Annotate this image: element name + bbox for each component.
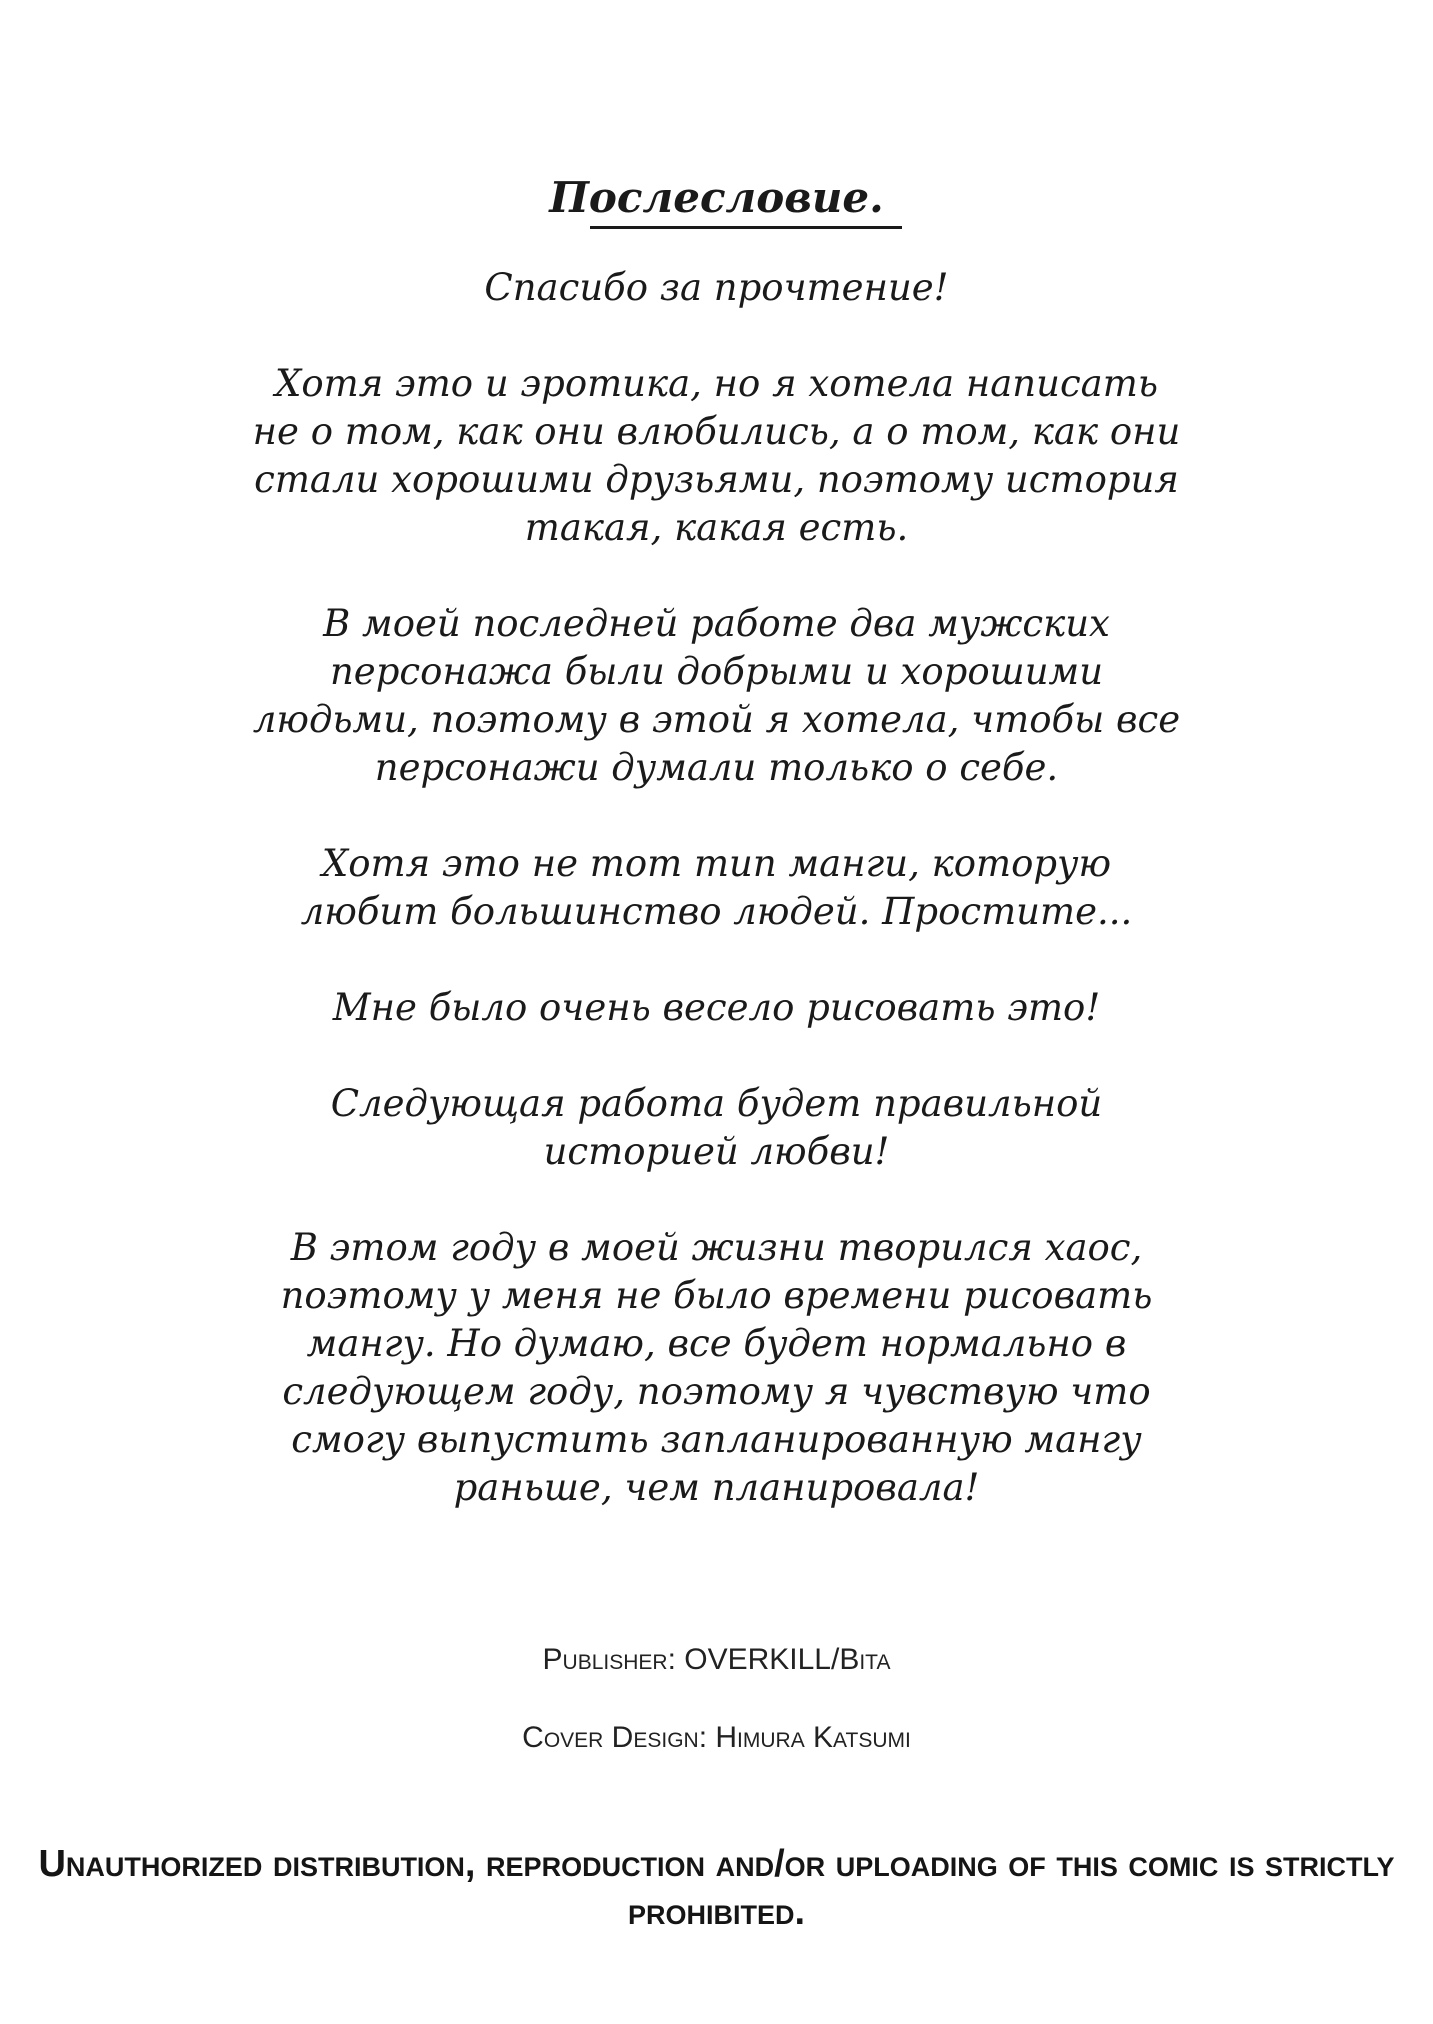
cover-design-credit: Cover Design: Himura Katsumi (522, 1721, 911, 1754)
paragraph: Мне было очень весело рисовать это! (332, 986, 1101, 1029)
paragraph: Хотя это и эротика, но я хотела написать не о том, как они влюбились, а о том, как они стали хорошими друзьями, поэтому история такая, какая есть. (252, 362, 1181, 549)
afterword-body (250, 264, 1183, 1560)
page-title: Послесловие. (549, 173, 884, 222)
paragraph: Хотя это не тот тип манги, которую любит большинство людей. Простите... (300, 842, 1133, 933)
paragraph: В этом году в моей жизни творился хаос, поэтому у меня не было времени рисовать мангу. Но думаю, все будет нормально в следующем году, поэтому я чувствую что смогу выпустить запланированную мангу раньше, чем планировала! (280, 1226, 1153, 1509)
title-underline (590, 226, 902, 229)
paragraph: В моей последней работе два мужских персонажа были добрыми и хорошими людьми, поэтому в этой я хотела, чтобы все персонажи думали только о себе. (252, 602, 1181, 789)
copyright-warning: Unauthorized distribution, reproduction and/or uploading of this comic is strictly prohibited. (38, 1843, 1395, 1933)
paragraph: Спасибо за прочтение! (484, 266, 949, 309)
paragraph: Следующая работа будет правильной историей любви! (330, 1082, 1103, 1173)
credits (0, 1640, 1433, 1796)
publisher-credit: Publisher: OVERKILL/Bita (542, 1643, 891, 1676)
